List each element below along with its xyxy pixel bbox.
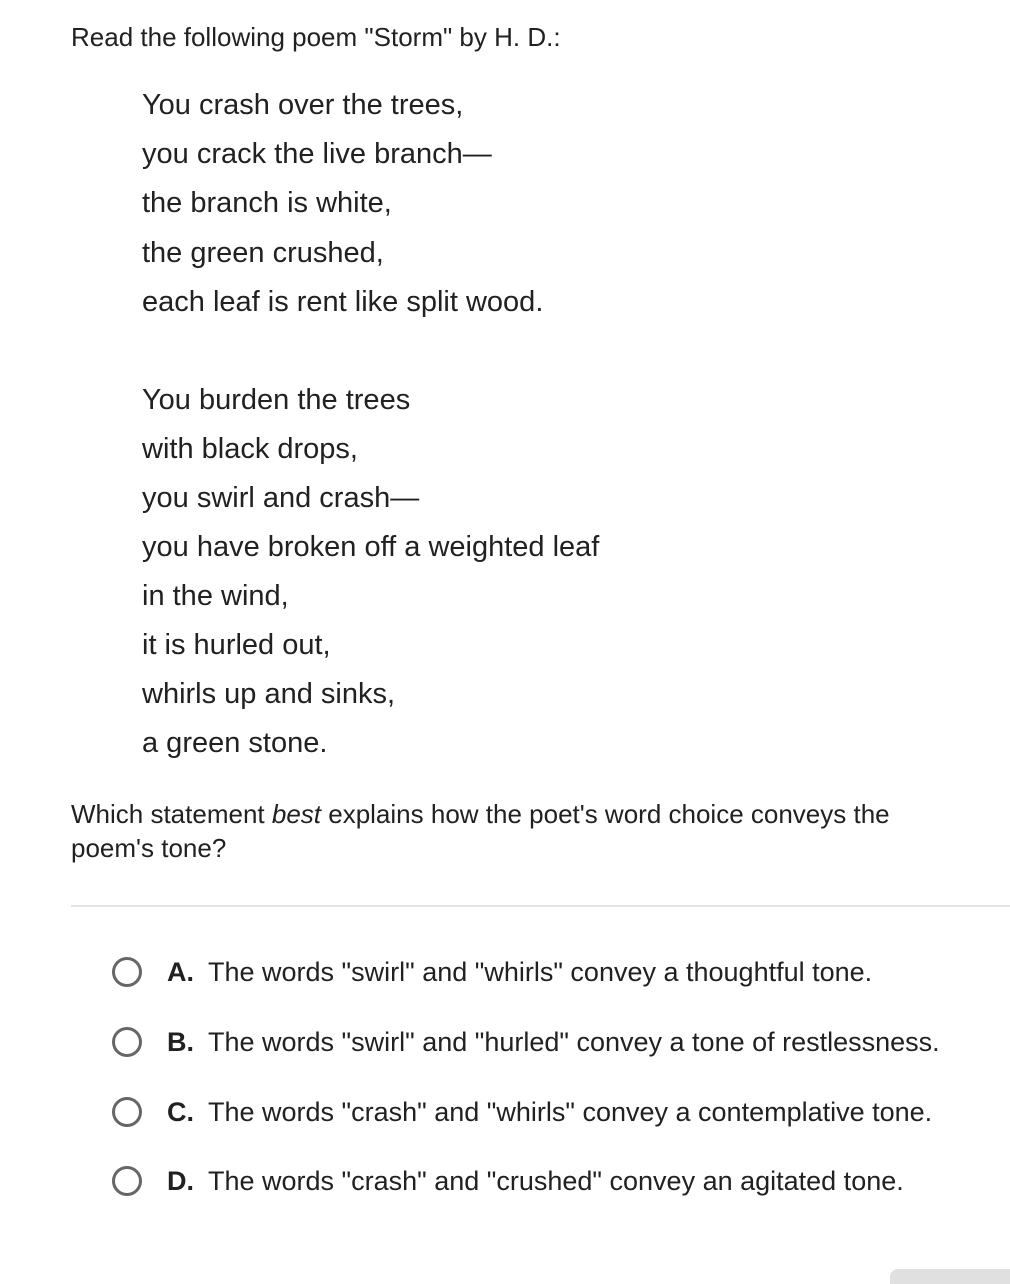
- poem-line: with black drops,: [142, 433, 358, 465]
- choice-text: The words "swirl" and "hurled" convey a tone of restlessness.: [208, 1026, 940, 1057]
- choice-text: The words "swirl" and "whirls" convey a thoughtful tone.: [208, 956, 873, 987]
- choice-letter: B.: [167, 1026, 194, 1057]
- poem-line: the green crushed,: [142, 237, 384, 269]
- question-text-before: Which statement: [71, 799, 272, 829]
- choice-letter: D.: [167, 1165, 194, 1196]
- poem-line: whirls up and sinks,: [142, 678, 396, 710]
- divider: [71, 905, 1010, 907]
- choice-letter: C.: [167, 1096, 194, 1127]
- choice-letter: A.: [167, 956, 194, 987]
- radio-button-icon[interactable]: [112, 1097, 142, 1127]
- radio-button-icon[interactable]: [112, 1027, 142, 1057]
- poem-line: in the wind,: [142, 580, 289, 612]
- choice-a[interactable]: [112, 954, 872, 990]
- poem-line: You crash over the trees,: [142, 89, 464, 121]
- choice-d[interactable]: [112, 1163, 904, 1199]
- radio-button-icon[interactable]: [112, 1166, 142, 1196]
- choice-b[interactable]: [112, 1024, 940, 1060]
- poem-line: you have broken off a weighted leaf: [142, 531, 600, 563]
- choice-text: The words "crash" and "crushed" convey an agitated tone.: [208, 1165, 904, 1196]
- submit-button-partial[interactable]: [890, 1269, 1010, 1284]
- poem-line: you swirl and crash—: [142, 482, 420, 514]
- question-text-after: explains how the poet's word choice conveys the poem's tone?: [71, 799, 890, 863]
- poem-line: each leaf is rent like split wood.: [142, 286, 544, 318]
- question-emphasis: best: [271, 799, 322, 829]
- poem-line: it is hurled out,: [142, 629, 331, 661]
- choice-text: The words "crash" and "whirls" convey a contemplative tone.: [208, 1096, 933, 1127]
- question-prompt: [71, 797, 971, 865]
- radio-button-icon[interactable]: [112, 957, 142, 987]
- poem-line: the branch is white,: [142, 187, 392, 219]
- choice-c[interactable]: [112, 1094, 932, 1130]
- poem-line: you crack the live branch—: [142, 138, 492, 170]
- poem-line: You burden the trees: [142, 384, 411, 416]
- passage-intro: Read the following poem "Storm" by H. D.:: [71, 22, 561, 52]
- poem-line: a green stone.: [142, 727, 328, 759]
